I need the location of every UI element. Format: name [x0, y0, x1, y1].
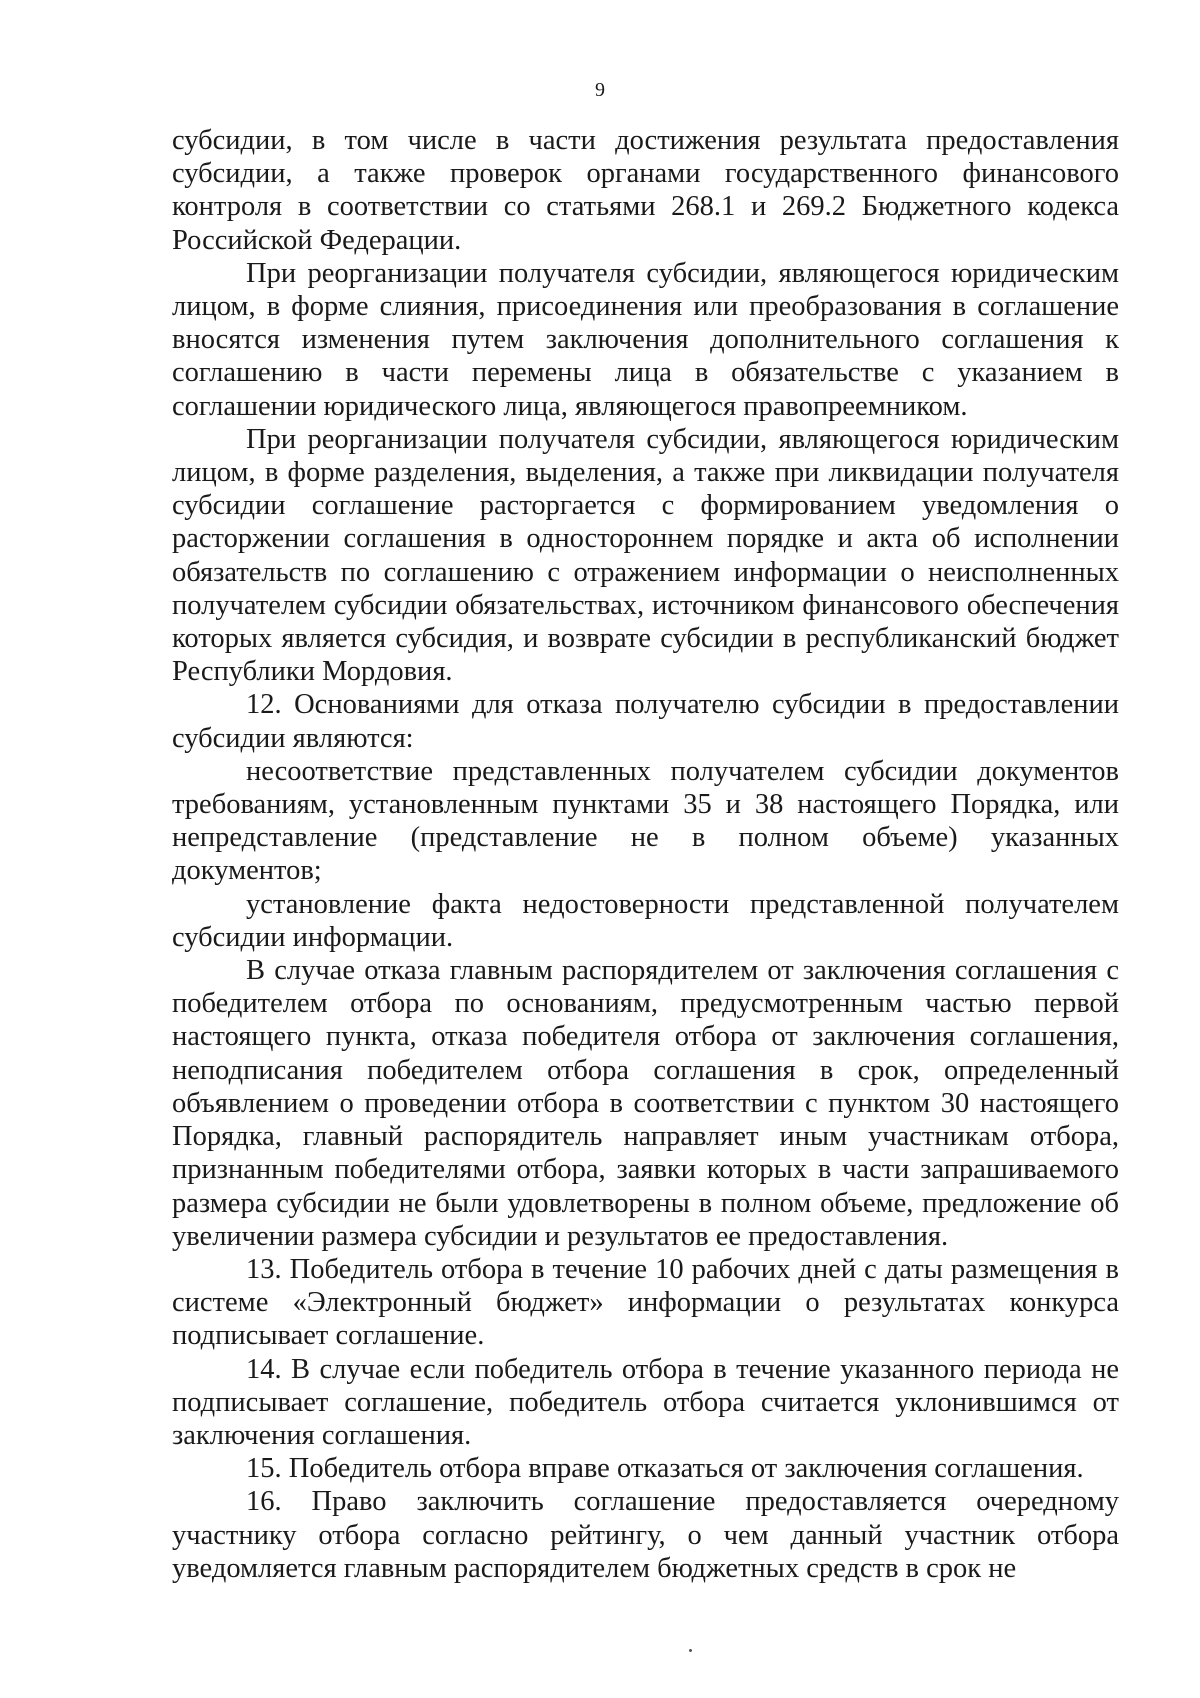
paragraph: субсидии, в том числе в части достижения результата предоставления субсидии, а также проверок органами государственного финансового контроля в соответствии со статьями 268.1 и 269.2 Бюджетного кодекса Российской Федерации.: [172, 125, 1119, 256]
paragraph: В случае отказа главным распорядителем от заключения соглашения с победителем отбора по основаниям, предусмотренным частью первой настоящего пункта, отказа победителя отбора от заключения соглашения, неподписания победителем отбора соглашения в срок, определенный объявлением о проведении отбора в соответствии с пунктом 30 настоящего Порядка, главный распорядитель направляет иным участникам отбора, признанным победителями отбора, заявки которых в части запрашиваемого размера субсидии не были удовлетворены в полном объеме, предложение об увеличении размера субсидии и результатов ее предоставления.: [172, 955, 1119, 1252]
paragraph: 15. Победитель отбора вправе отказаться от заключения соглашения.: [246, 1453, 1084, 1485]
paragraph: несоответствие представленных получателем субсидии документов требованиям, установленным пунктами 35 и 38 настоящего Порядка, или непредставление (представление не в полном объеме) указанных документов;: [172, 755, 1119, 887]
paragraph: 13. Победитель отбора в течение 10 рабочих дней с даты размещения в системе «Электронный бюджет» информации о результатах конкурса подписывает соглашение.: [172, 1253, 1119, 1352]
paragraph: При реорганизации получателя субсидии, являющегося юридическим лицом, в форме разделения, выделения, а также при ликвидации получателя субсидии соглашение расторгается с формированием уведомления о расторжении соглашения в одностороннем порядке и акта об исполнении обязательств по соглашению с отражением информации о неисполненных получателем субсидии обязательствах, источником финансового обеспечения которых является субсидия, и возврате субсидии в республиканский бюджет Республики Мордовия.: [172, 423, 1119, 688]
paragraph: 14. В случае если победитель отбора в течение указанного периода не подписывает соглашение, победитель отбора считается уклонившимся от заключения соглашения.: [172, 1353, 1119, 1451]
paragraph: При реорганизации получателя субсидии, являющегося юридическим лицом, в форме слияния, присоединения или преобразования в соглашение вносятся изменения путем заключения дополнительного соглашения к соглашению в части перемены лица в обязательстве с указанием в соглашении юридического лица, являющегося правопреемником.: [172, 257, 1119, 422]
document-body: [172, 124, 1119, 1585]
paragraph: установление факта недостоверности представленной получателем субсидии информации.: [172, 888, 1119, 953]
page-number: 9: [595, 79, 605, 101]
scan-speck: [689, 1649, 692, 1652]
paragraph: 12. Основаниями для отказа получателю субсидии в предоставлении субсидии являются:: [172, 689, 1119, 754]
paragraph: 16. Право заключить соглашение предоставляется очередному участнику отбора согласно рейтингу, о чем данный участник отбора уведомляется главным распорядителем бюджетных средств в срок не: [172, 1486, 1119, 1584]
